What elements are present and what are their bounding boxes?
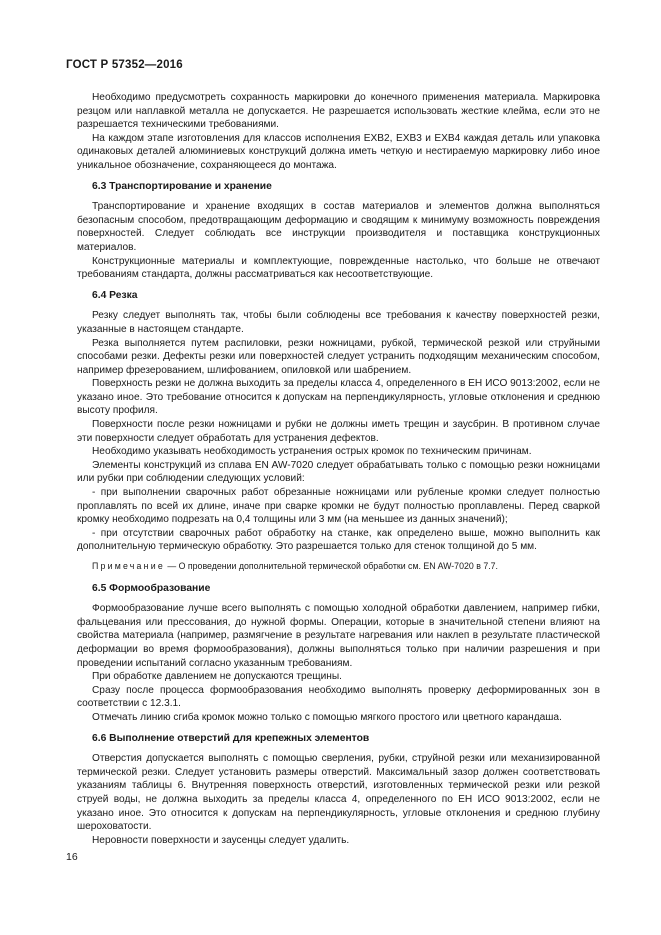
section-heading-6-3: 6.3 Транспортирование и хранение bbox=[92, 180, 272, 192]
paragraph: Необходимо предусмотреть сохранность маркировки до конечного применения материала. Маркировка резцом или наплавкой металла не допускается. Не разрешается использовать жесткие клейма, если это не разрешается техническими требованиями. bbox=[77, 92, 600, 131]
paragraph: При обработке давлением не допускаются трещины. bbox=[92, 671, 342, 683]
standard-header: ГОСТ Р 57352—2016 bbox=[66, 59, 183, 71]
paragraph: Сразу после процесса формообразования необходимо выполнять проверку деформированных зон в соответствии с 12.3.1. bbox=[77, 684, 600, 710]
list-item: - при выполнении сварочных работ обрезанные ножницами или рубленые кромки следует полностью проплавлять по всей их длине, иначе при сварке кромки не будут полностью проплавлены. Перед сваркой кромку необходимо подрезать на 0,4 толщины или 3 мм (на меньшее из данных значений); bbox=[77, 487, 600, 526]
note-label: Примечание bbox=[92, 561, 165, 571]
paragraph: Резку следует выполнять так, чтобы были соблюдены все требования к качеству поверхностей резки, указанные в настоящем стандарте. bbox=[77, 310, 600, 335]
section-heading-6-6: 6.6 Выполнение отверстий для крепежных элементов bbox=[92, 732, 370, 744]
paragraph: Необходимо указывать необходимость устранения острых кромок по техническим причинам. bbox=[92, 446, 532, 458]
paragraph: Поверхность резки не должна выходить за пределы класса 4, определенного в ЕН ИСО 9013:2002, если не указано иное. Это требование относится к допускам на перпендикулярность, угловые отклонения и среднюю высоту профиля. bbox=[77, 378, 600, 417]
paragraph: Формообразование лучше всего выполнять с помощью холодной обработки давлением, например гибки, фальцевания или прессования, до нужной формы. Операции, которые в значительной степени влияют на свойства материала (например, размягчение в результате нагревания или наклеп в результате пластической деформации во время формообразования), должны выполняться только при наличии разрешения и при проведении испытаний согласно указанным требованиям. bbox=[77, 603, 600, 669]
page-number: 16 bbox=[66, 851, 78, 863]
paragraph: Резка выполняется путем распиловки, резки ножницами, рубкой, термической резкой или струйными способами резки. Дефекты резки или поверхностей следует устранить подходящим механическим способом, например фрезерованием, шлифованием, опиловкой или шабрением. bbox=[77, 337, 600, 376]
list-item: - при отсутствии сварочных работ обработку на станке, как определено выше, можно выполнить как дополнительную термическую обработку. Это разрешается только для стенок толщиной до 5 мм. bbox=[77, 527, 600, 553]
paragraph: Транспортирование и хранение входящих в состав материалов и элементов должна выполняться безопасным способом, предотвращающим деформацию и сводящим к минимуму возможность повреждения поверхностей. Следует соблюдать все инструкции производителя и поставщика конструкционных материалов. bbox=[77, 201, 600, 253]
paragraph: Конструкционные материалы и комплектующие, поврежденные настолько, что больше не отвечают требованиям стандарта, должны рассматриваться как несоответствующие. bbox=[77, 255, 600, 281]
paragraph: Поверхности после резки ножницами и рубки не должны иметь трещин и заусбрин. В противном случае эти поверхности следует обработать для устранения дефектов. bbox=[77, 419, 600, 444]
section-heading-6-5: 6.5 Формообразование bbox=[92, 582, 211, 594]
paragraph: На каждом этапе изготовления для классов исполнения EXB2, EXB3 и EXB4 каждая деталь или упаковка одинаковых деталей алюминиевых конструкций должна иметь четкую и нестираемую маркировку либо иное уникальное обозначение, сохраняющееся до монтажа. bbox=[77, 132, 600, 171]
note bbox=[77, 560, 600, 574]
paragraph: Неровности поверхности и заусенцы следует удалить. bbox=[92, 834, 350, 846]
note-text: — О проведении дополнительной термической обработки см. EN AW-7020 в 7.7. bbox=[164, 561, 498, 571]
paragraph: Отверстия допускается выполнять с помощью сверления, рубки, струйной резки или механизированной термической резки. Следует установить размеры отверстий. Максимальный зазор должен соответствовать указаниям таблицы 6. Внутренняя поверхность отверстий, изготовленных термической резки или резкой струей воды, не должна выходить за пределы класса 4, определенного по ЕН ИСО 9013:2002, если не указано иное. Это относится к допускам на перпендикулярность, угловые отклонения и среднюю глубину шероховатости. bbox=[77, 753, 600, 833]
paragraph: Отмечать линию сгиба кромок можно только с помощью мягкого простого или цветного карандаша. bbox=[92, 711, 562, 723]
paragraph: Элементы конструкций из сплава EN AW-7020 следует обрабатывать только с помощью резки ножницами или рубки при соблюдении следующих условий: bbox=[77, 459, 600, 485]
document-body bbox=[77, 91, 600, 847]
section-heading-6-4: 6.4 Резка bbox=[92, 289, 138, 301]
